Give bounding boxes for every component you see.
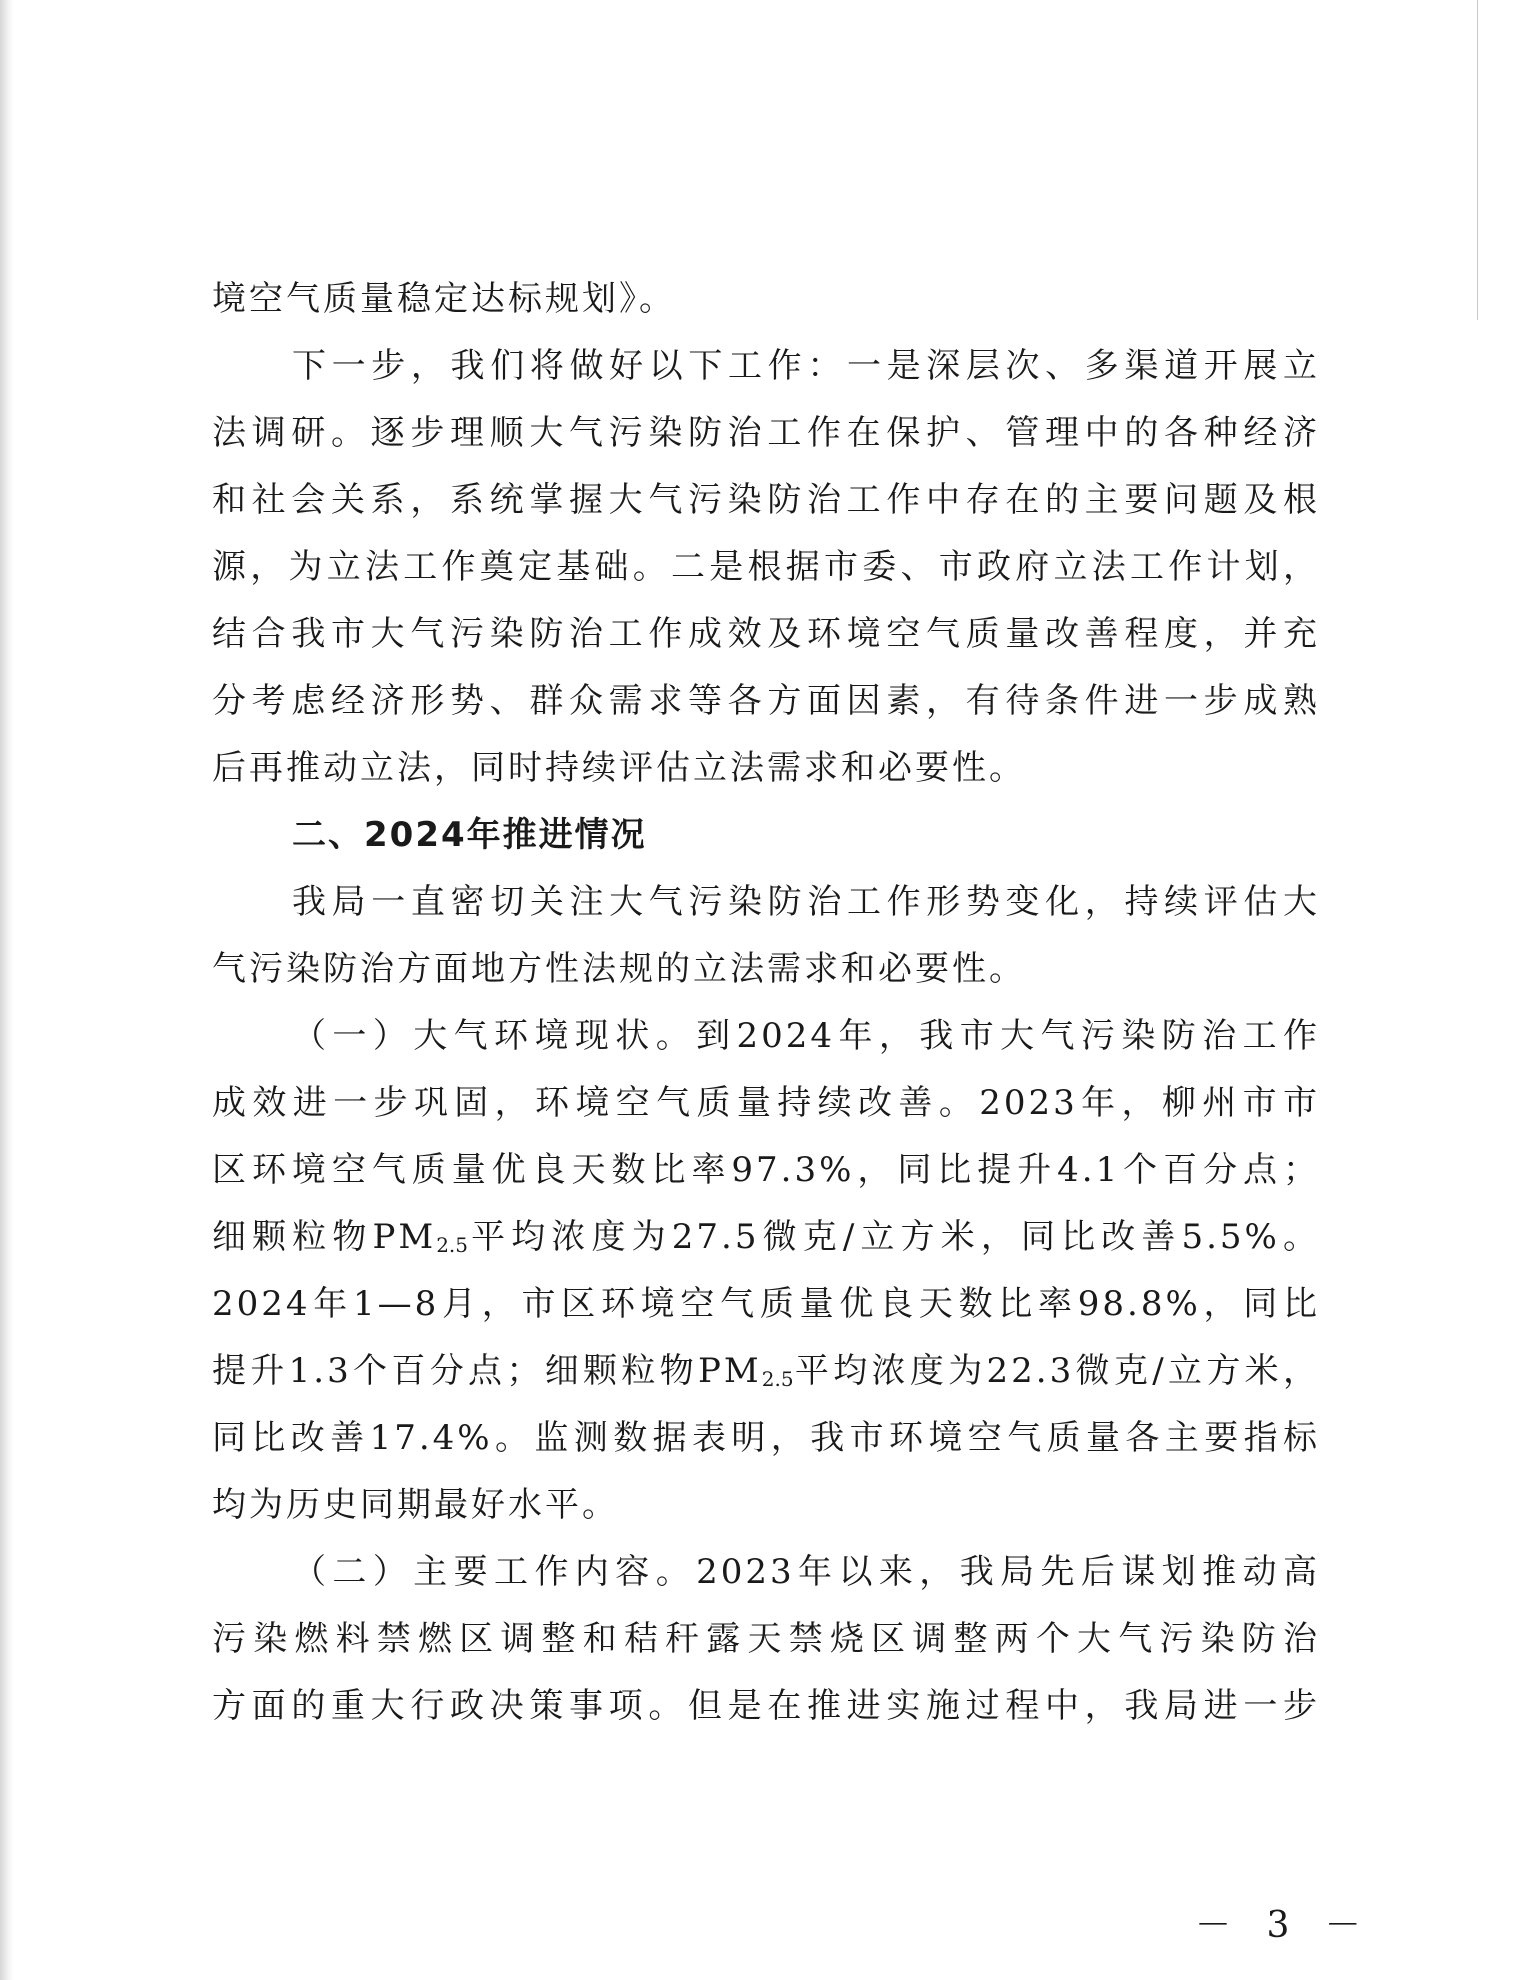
text-segment: 平均浓度为22.3微克/立方米， xyxy=(793,1351,1320,1391)
paragraph-line: 均为历史同期最好水平。 xyxy=(212,1485,619,1525)
paragraph-line: 下一步，我们将做好以下工作：一是深层次、多渠道开展立 xyxy=(292,346,1320,386)
section-heading: 二、2024年推进情况 xyxy=(292,815,647,855)
text-segment: 平均浓度为27.5微克/立方米，同比改善5.5%。 xyxy=(468,1217,1320,1257)
paragraph-line: （二）主要工作内容。2023年以来，我局先后谋划推动高 xyxy=(292,1552,1320,1592)
paragraph-line: 方面的重大行政决策事项。但是在推进实施过程中，我局进一步 xyxy=(212,1686,1320,1726)
paragraph-line: 源，为立法工作奠定基础。二是根据市委、市政府立法工作计划， xyxy=(212,547,1320,587)
page-number: － 3 － xyxy=(1195,1905,1373,1946)
paragraph-line: 污染燃料禁燃区调整和秸秆露天禁烧区调整两个大气污染防治 xyxy=(212,1619,1320,1659)
document-body xyxy=(212,270,1320,1744)
paragraph-line: 2024年1—8月，市区环境空气质量优良天数比率98.8%，同比 xyxy=(212,1284,1320,1324)
paragraph-line: 我局一直密切关注大气污染防治工作形势变化，持续评估大 xyxy=(292,882,1320,922)
paragraph-line: 区环境空气质量优良天数比率97.3%，同比提升4.1个百分点； xyxy=(212,1150,1320,1190)
scan-mark xyxy=(1477,0,1478,320)
text-segment: 细颗粒物PM xyxy=(212,1217,437,1257)
paragraph-line xyxy=(212,1342,1320,1400)
subscript: 2.5 xyxy=(436,1233,469,1257)
paragraph-line: 后再推动立法，同时持续评估立法需求和必要性。 xyxy=(212,748,1026,788)
text-segment: 提升1.3个百分点；细颗粒物PM xyxy=(212,1351,762,1391)
paragraph-line: 和社会关系，系统掌握大气污染防治工作中存在的主要问题及根 xyxy=(212,480,1320,520)
paragraph-line: 结合我市大气污染防治工作成效及环境空气质量改善程度，并充 xyxy=(212,614,1320,654)
paragraph-line: 气污染防治方面地方性法规的立法需求和必要性。 xyxy=(212,949,1026,989)
subscript: 2.5 xyxy=(761,1367,794,1391)
paragraph-line: 成效进一步巩固，环境空气质量持续改善。2023年，柳州市市 xyxy=(212,1083,1320,1123)
paragraph-line: 法调研。逐步理顺大气污染防治工作在保护、管理中的各种经济 xyxy=(212,413,1320,453)
paragraph-line xyxy=(212,1208,1320,1266)
scan-edge xyxy=(0,0,14,1980)
paragraph-line: 同比改善17.4%。监测数据表明，我市环境空气质量各主要指标 xyxy=(212,1418,1320,1458)
paragraph-line: 境空气质量稳定达标规划》。 xyxy=(212,279,676,319)
paragraph-line: （一）大气环境现状。到2024年，我市大气污染防治工作 xyxy=(292,1016,1320,1056)
paragraph-line: 分考虑经济形势、群众需求等各方面因素，有待条件进一步成熟 xyxy=(212,681,1320,721)
